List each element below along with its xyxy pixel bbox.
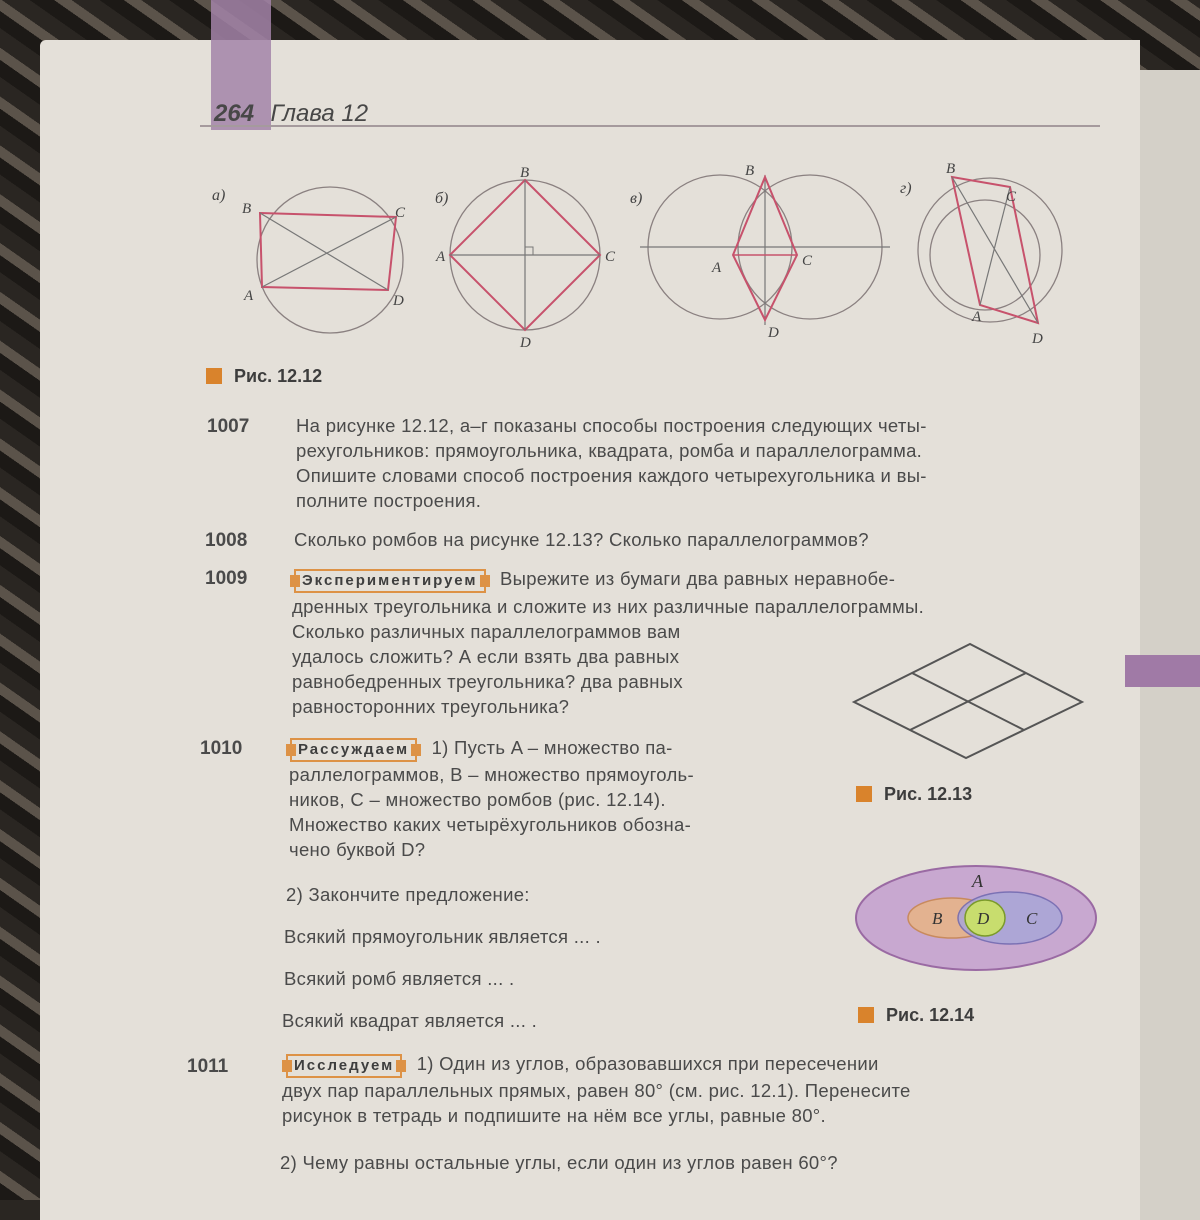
caption-marker — [858, 1007, 874, 1023]
part-label: б) — [435, 190, 449, 207]
text-line: равносторонних треугольника? — [292, 696, 570, 717]
badge-reasoning: Рассуждаем — [290, 738, 417, 762]
text-line: дренных треугольника и сложите из них различные параллелограммы. — [292, 596, 925, 617]
text-line: рисунок в тетрадь и подпишите на нём все углы, равные 80°. — [282, 1105, 826, 1126]
margin-marker — [1125, 655, 1200, 687]
text-line: На рисунке 12.12, а–г показаны способы построения следующих четы- — [296, 415, 927, 436]
part-label: а) — [212, 187, 226, 204]
point-label: A — [972, 309, 982, 325]
problem-1011-first-line — [286, 1051, 879, 1078]
sentence-rectangle: Всякий прямоугольник является ... . — [284, 926, 601, 947]
problem-1010-text — [289, 762, 694, 862]
text-line: раллелограммов, B – множество прямоуголь- — [289, 764, 694, 785]
text-line: ников, C – множество ромбов (рис. 12.14). — [289, 789, 666, 810]
text-line: полните построения. — [296, 490, 482, 511]
badge-research: Исследуем — [286, 1054, 402, 1078]
sentence-square: Всякий квадрат является ... . — [282, 1010, 538, 1031]
text-line: двух пар параллельных прямых, равен 80° (см. рис. 12.1). Перенесите — [282, 1080, 911, 1101]
set-label: D — [977, 909, 990, 928]
text-line: Опишите словами способ построения каждого четырехугольника и вы- — [296, 465, 927, 486]
problem-number-1009: 1009 — [205, 568, 248, 589]
part-label: г) — [900, 180, 912, 197]
page-number: 264 — [214, 100, 255, 127]
problem-1009-text — [292, 594, 924, 719]
text-line: Вырежите из бумаги два равных неравнобе- — [499, 568, 896, 589]
point-label: B — [520, 165, 530, 181]
text-line: Сколько различных параллелограммов вам — [292, 621, 681, 642]
point-label: D — [393, 293, 404, 309]
problem-1008-text: Сколько ромбов на рисунке 12.13? Сколько параллелограммов? — [294, 529, 869, 550]
set-label: A — [972, 871, 983, 891]
problem-1011-part2: 2) Чему равны остальные углы, если один из углов равен 60°? — [280, 1152, 838, 1173]
figure-12-12-b — [435, 165, 616, 351]
point-label: C — [605, 249, 616, 265]
sentence-rhombus: Всякий ромб является ... . — [284, 968, 515, 989]
figure-12-12-d — [900, 161, 1062, 347]
point-label: A — [244, 288, 254, 304]
problem-1007-text — [296, 413, 927, 513]
point-label: D — [520, 335, 531, 351]
problem-number-1010: 1010 — [200, 738, 243, 759]
text-line: 1) Пусть A – множество па- — [431, 737, 673, 758]
badge-experiment: Экспериментируем — [294, 569, 486, 593]
problem-1010-first-line — [290, 735, 673, 762]
problem-1011-text — [282, 1078, 911, 1128]
text-line: удалось сложить? А если взять два равных — [292, 646, 680, 667]
text-line: Множество каких четырёхугольников обозна- — [289, 814, 692, 835]
figure-12-14 — [852, 862, 1102, 982]
chapter-title: Глава 12 — [270, 100, 369, 127]
text-line: 1) Один из углов, образовавшихся при пересечении — [416, 1053, 879, 1074]
text-line: рехугольников: прямоугольника, квадрата, ромба и параллелограмма. — [296, 440, 923, 461]
point-label: B — [242, 201, 252, 217]
figure-12-13 — [850, 640, 1086, 760]
caption-marker — [856, 786, 872, 802]
caption-marker — [206, 368, 222, 384]
figure-12-12 — [200, 155, 1080, 355]
point-label: D — [768, 325, 779, 341]
figure-12-14-caption: Рис. 12.14 — [858, 1005, 974, 1026]
point-label: A — [436, 249, 446, 265]
text-line: равнобедренных треугольника? два равных — [292, 671, 683, 692]
point-label: B — [946, 161, 956, 177]
part-label: в) — [630, 190, 643, 207]
point-label: B — [745, 163, 755, 179]
figure-12-12-a — [212, 187, 406, 333]
set-label: B — [932, 909, 943, 928]
figure-12-12-caption: Рис. 12.12 — [206, 366, 322, 387]
problem-number-1011: 1011 — [187, 1056, 229, 1077]
page-header — [214, 100, 368, 128]
point-label: D — [1032, 331, 1043, 347]
problem-number-1008: 1008 — [205, 530, 248, 551]
point-label: C — [802, 253, 813, 269]
problem-number-1007: 1007 — [207, 416, 250, 437]
problem-1010-part2: 2) Закончите предложение: — [286, 884, 530, 905]
point-label: C — [1006, 189, 1017, 205]
figure-12-12-c — [630, 163, 890, 341]
text-line: чено буквой D? — [289, 839, 426, 860]
point-label: A — [712, 260, 722, 276]
figure-12-13-caption: Рис. 12.13 — [856, 784, 972, 805]
set-label: C — [1026, 909, 1038, 928]
problem-1009-first-line — [294, 566, 895, 593]
point-label: C — [395, 205, 406, 221]
